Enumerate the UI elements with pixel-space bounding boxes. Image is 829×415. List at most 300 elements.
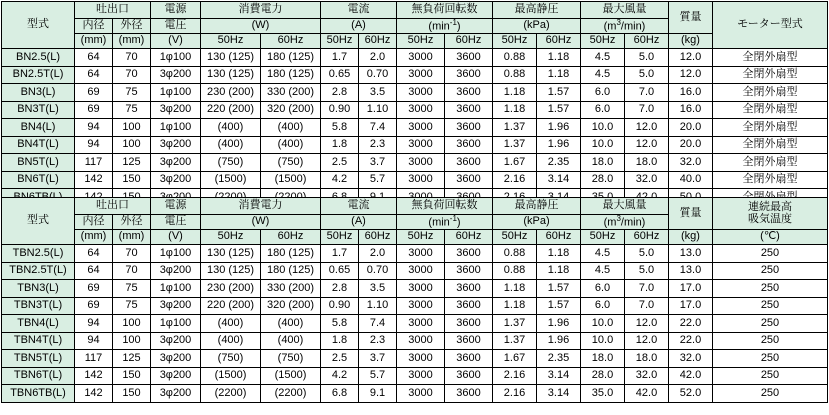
cell-outlet-inner-dia: 69 <box>75 101 113 119</box>
cont-temp-line2: 吸気温度 <box>748 212 792 225</box>
header2-consumption-60hz: 60Hz <box>261 230 321 245</box>
cell-rpm-60hz: 3600 <box>445 84 493 102</box>
cell-power-voltage: 3φ200 <box>151 367 201 385</box>
table-row <box>2 84 828 102</box>
header-outlet: 吐出口 <box>75 2 151 19</box>
table-row <box>2 245 828 263</box>
cell-current-50hz: 2.8 <box>321 84 359 102</box>
header2-static-50hz: 50Hz <box>493 230 537 245</box>
cell-motor-type: 全閉外扇型 <box>713 66 828 84</box>
header2-current <box>321 198 397 215</box>
cell-current-60hz: 7.4 <box>359 119 397 137</box>
header2-consumption <box>201 198 321 215</box>
cell-current-50hz: 4.2 <box>321 367 359 385</box>
header2-current-50hz: 50Hz <box>321 230 359 245</box>
header-consumption-unit: (W) <box>201 19 321 34</box>
row-model-label: TBN3T(L) <box>2 297 75 315</box>
cell-airflow-60hz: 5.0 <box>625 49 669 67</box>
cell-outlet-inner-dia: 69 <box>75 84 113 102</box>
tbn-series-table-wrapper <box>0 197 829 403</box>
cell-current-50hz: 5.8 <box>321 119 359 137</box>
cell-mass: 17.0 <box>669 297 713 315</box>
bn-series-rows <box>2 49 828 207</box>
cell-current-60hz: 3.5 <box>359 84 397 102</box>
cell-consumption-50hz: 130 (125) <box>201 262 261 280</box>
row-model-label: TBN5T(L) <box>2 350 75 368</box>
header2-inner-dia: 内径 <box>75 215 113 230</box>
header2-continuous-temp <box>713 198 828 230</box>
cell-power-voltage: 3φ200 <box>151 101 201 119</box>
table-row <box>2 262 828 280</box>
cell-motor-type: 全閉外扇型 <box>713 84 828 102</box>
cell-airflow-60hz: 12.0 <box>625 315 669 333</box>
cell-current-50hz: 1.8 <box>321 136 359 154</box>
header2-mass-unit: (kg) <box>669 230 713 245</box>
cell-static-60hz: 1.96 <box>537 332 581 350</box>
header-current-unit: (A) <box>321 19 397 34</box>
row-model-label: TBN2.5T(L) <box>2 262 75 280</box>
cell-continuous-intake-temp: 250 <box>713 332 828 350</box>
cell-consumption-50hz: (2200) <box>201 385 261 403</box>
cell-mass: 20.0 <box>669 136 713 154</box>
cell-motor-type: 全閉外扇型 <box>713 49 828 67</box>
cell-outlet-inner-dia: 94 <box>75 315 113 333</box>
cell-airflow-60hz: 5.0 <box>625 245 669 263</box>
header2-current-unit: (A) <box>321 215 397 230</box>
table-row <box>2 154 828 172</box>
cell-airflow-60hz: 18.0 <box>625 350 669 368</box>
cell-mass: 17.0 <box>669 280 713 298</box>
cell-consumption-50hz: (1500) <box>201 171 261 189</box>
header-power-voltage-line1: 電源 <box>151 2 201 19</box>
cell-rpm-60hz: 3600 <box>445 136 493 154</box>
cell-outlet-outer-dia: 150 <box>113 385 151 403</box>
cell-consumption-60hz: (400) <box>261 332 321 350</box>
cell-power-voltage: 1φ100 <box>151 315 201 333</box>
cell-consumption-50hz: 130 (125) <box>201 245 261 263</box>
cell-static-60hz: 1.57 <box>537 280 581 298</box>
cell-power-voltage: 3φ200 <box>151 350 201 368</box>
cell-airflow-60hz: 5.0 <box>625 262 669 280</box>
cell-airflow-50hz: 18.0 <box>581 350 625 368</box>
rpm2-unit-sup: -1 <box>449 214 457 223</box>
header2-voltage-unit: (V) <box>151 230 201 245</box>
cell-static-50hz: 0.88 <box>493 262 537 280</box>
header2-mass: 質量 <box>669 198 713 230</box>
cell-power-voltage: 1φ100 <box>151 49 201 67</box>
header-max-static-label: 最高静圧 <box>514 3 559 16</box>
cell-airflow-60hz: 32.0 <box>625 171 669 189</box>
tbn-series-table <box>1 197 828 403</box>
table-row <box>2 101 828 119</box>
airflow-unit-rest: /min) <box>620 20 646 33</box>
cell-static-50hz: 2.16 <box>493 367 537 385</box>
header-static-unit: (kPa) <box>493 19 581 34</box>
cell-current-60hz: 1.10 <box>359 297 397 315</box>
cell-airflow-60hz: 5.0 <box>625 66 669 84</box>
cell-mass: 22.0 <box>669 315 713 333</box>
cell-airflow-50hz: 18.0 <box>581 154 625 172</box>
cell-static-50hz: 1.18 <box>493 297 537 315</box>
airflow2-unit-open: (m <box>603 216 617 229</box>
cell-rpm-50hz: 3000 <box>397 315 445 333</box>
cell-consumption-50hz: 220 (200) <box>201 297 261 315</box>
cell-consumption-50hz: (400) <box>201 136 261 154</box>
cell-rpm-50hz: 3000 <box>397 101 445 119</box>
row-model-label: TBN3(L) <box>2 280 75 298</box>
cell-static-60hz: 1.96 <box>537 136 581 154</box>
header-static-50hz: 50Hz <box>493 34 537 49</box>
cell-static-60hz: 2.35 <box>537 350 581 368</box>
cell-static-60hz: 1.57 <box>537 84 581 102</box>
cell-rpm-60hz: 3600 <box>445 101 493 119</box>
header-consumption-label: 消費電力 <box>238 3 283 16</box>
table-row <box>2 332 828 350</box>
cell-power-voltage: 1φ100 <box>151 280 201 298</box>
tbn-series-rows <box>2 245 828 403</box>
cell-consumption-60hz: 330 (200) <box>261 84 321 102</box>
airflow-unit-open: (m <box>603 20 617 33</box>
table-row <box>2 297 828 315</box>
rpm2-unit-open: (min <box>428 216 450 229</box>
cell-static-50hz: 0.88 <box>493 66 537 84</box>
header2-temp-unit: (℃) <box>713 230 828 245</box>
cell-static-60hz: 1.18 <box>537 66 581 84</box>
header-outer-dia-unit: (mm) <box>113 34 151 49</box>
header2-noload-rpm-label: 無負荷回転数 <box>411 199 478 212</box>
cell-airflow-60hz: 7.0 <box>625 297 669 315</box>
header2-consumption-unit: (W) <box>201 215 321 230</box>
cell-static-50hz: 0.88 <box>493 245 537 263</box>
cell-static-60hz: 3.14 <box>537 385 581 403</box>
header-rpm-50hz: 50Hz <box>397 34 445 49</box>
row-model-label: BN3(L) <box>2 84 75 102</box>
cell-outlet-outer-dia: 75 <box>113 280 151 298</box>
cell-airflow-50hz: 6.0 <box>581 280 625 298</box>
header-model: 型式 <box>2 2 75 49</box>
cell-airflow-60hz: 12.0 <box>625 119 669 137</box>
cell-motor-type: 全閉外扇型 <box>713 154 828 172</box>
cell-airflow-50hz: 4.5 <box>581 66 625 84</box>
cell-mass: 40.0 <box>669 171 713 189</box>
cell-rpm-50hz: 3000 <box>397 171 445 189</box>
cell-current-60hz: 7.4 <box>359 315 397 333</box>
header2-airflow-50hz: 50Hz <box>581 230 625 245</box>
cell-current-50hz: 1.7 <box>321 49 359 67</box>
cell-rpm-50hz: 3000 <box>397 84 445 102</box>
cell-mass: 12.0 <box>669 66 713 84</box>
header2-noload-rpm <box>397 198 493 215</box>
cell-rpm-60hz: 3600 <box>445 280 493 298</box>
cell-static-50hz: 1.18 <box>493 84 537 102</box>
header-rpm-unit <box>397 19 493 34</box>
header2-current-label: 電流 <box>347 199 370 212</box>
cell-rpm-60hz: 3600 <box>445 367 493 385</box>
cell-consumption-50hz: 130 (125) <box>201 49 261 67</box>
bn-series-table-wrapper <box>0 1 829 207</box>
header-max-airflow <box>581 2 669 19</box>
cell-outlet-outer-dia: 70 <box>113 262 151 280</box>
cell-airflow-50hz: 4.5 <box>581 262 625 280</box>
cell-consumption-60hz: (2200) <box>261 385 321 403</box>
cell-outlet-inner-dia: 94 <box>75 136 113 154</box>
header2-static-60hz: 60Hz <box>537 230 581 245</box>
cell-continuous-intake-temp: 250 <box>713 367 828 385</box>
header-current-60hz: 60Hz <box>359 34 397 49</box>
cell-current-50hz: 0.90 <box>321 101 359 119</box>
cell-consumption-60hz: (750) <box>261 350 321 368</box>
cell-mass: 42.0 <box>669 367 713 385</box>
cell-continuous-intake-temp: 250 <box>713 350 828 368</box>
cell-consumption-60hz: 320 (200) <box>261 101 321 119</box>
cell-current-50hz: 0.65 <box>321 66 359 84</box>
header-mass: 質量 <box>669 2 713 34</box>
cell-static-50hz: 1.67 <box>493 350 537 368</box>
cell-outlet-outer-dia: 125 <box>113 350 151 368</box>
cell-current-60hz: 2.0 <box>359 49 397 67</box>
header2-max-airflow-label: 最大風量 <box>602 199 647 212</box>
cell-airflow-50hz: 4.5 <box>581 49 625 67</box>
table-row <box>2 367 828 385</box>
header-mass-unit: (kg) <box>669 34 713 49</box>
cell-outlet-inner-dia: 94 <box>75 119 113 137</box>
header2-rpm-60hz: 60Hz <box>445 230 493 245</box>
header-current-label: 電流 <box>347 3 370 16</box>
cell-static-60hz: 1.18 <box>537 262 581 280</box>
cell-airflow-50hz: 6.0 <box>581 101 625 119</box>
row-model-label: BN4(L) <box>2 119 75 137</box>
cell-consumption-50hz: (750) <box>201 350 261 368</box>
cell-power-voltage: 1φ100 <box>151 245 201 263</box>
header-current-50hz: 50Hz <box>321 34 359 49</box>
cell-motor-type: 全閉外扇型 <box>713 171 828 189</box>
table-row <box>2 136 828 154</box>
cell-outlet-inner-dia: 117 <box>75 350 113 368</box>
header2-model: 型式 <box>2 198 75 245</box>
cell-power-voltage: 3φ200 <box>151 171 201 189</box>
cell-static-50hz: 2.16 <box>493 385 537 403</box>
header2-airflow-60hz: 60Hz <box>625 230 669 245</box>
header-noload-rpm-label: 無負荷回転数 <box>411 3 478 16</box>
cell-consumption-50hz: 130 (125) <box>201 66 261 84</box>
cell-current-50hz: 2.5 <box>321 350 359 368</box>
header-current <box>321 2 397 19</box>
cell-static-50hz: 0.88 <box>493 49 537 67</box>
cell-current-60hz: 0.70 <box>359 262 397 280</box>
cell-current-60hz: 1.10 <box>359 101 397 119</box>
cell-rpm-60hz: 3600 <box>445 171 493 189</box>
header-consumption-60hz: 60Hz <box>261 34 321 49</box>
header2-outer-dia: 外径 <box>113 215 151 230</box>
cell-continuous-intake-temp: 250 <box>713 262 828 280</box>
header2-outer-dia-unit: (mm) <box>113 230 151 245</box>
rpm-unit-open: (min <box>428 20 450 33</box>
cell-rpm-60hz: 3600 <box>445 119 493 137</box>
cell-consumption-60hz: 320 (200) <box>261 297 321 315</box>
header-consumption-50hz: 50Hz <box>201 34 261 49</box>
cell-consumption-50hz: (400) <box>201 315 261 333</box>
cell-consumption-60hz: 180 (125) <box>261 49 321 67</box>
cell-motor-type: 全閉外扇型 <box>713 136 828 154</box>
cell-consumption-60hz: (1500) <box>261 171 321 189</box>
cell-rpm-50hz: 3000 <box>397 154 445 172</box>
cell-current-60hz: 3.5 <box>359 280 397 298</box>
header-airflow-50hz: 50Hz <box>581 34 625 49</box>
cell-outlet-outer-dia: 75 <box>113 297 151 315</box>
row-model-label: TBN4T(L) <box>2 332 75 350</box>
cell-outlet-inner-dia: 64 <box>75 49 113 67</box>
cell-consumption-50hz: 230 (200) <box>201 84 261 102</box>
cell-consumption-60hz: 330 (200) <box>261 280 321 298</box>
cell-power-voltage: 1φ100 <box>151 119 201 137</box>
header2-max-airflow <box>581 198 669 215</box>
cell-static-50hz: 1.37 <box>493 332 537 350</box>
header-noload-rpm <box>397 2 493 19</box>
cell-mass: 22.0 <box>669 332 713 350</box>
cell-rpm-50hz: 3000 <box>397 332 445 350</box>
cell-rpm-50hz: 3000 <box>397 49 445 67</box>
cell-current-50hz: 5.8 <box>321 315 359 333</box>
row-model-label: TBN6T(L) <box>2 367 75 385</box>
cell-continuous-intake-temp: 250 <box>713 297 828 315</box>
table-row <box>2 280 828 298</box>
cell-outlet-outer-dia: 70 <box>113 49 151 67</box>
rpm-unit-close: ) <box>456 20 461 33</box>
cell-airflow-60hz: 7.0 <box>625 84 669 102</box>
bn-series-table <box>1 1 828 207</box>
cell-airflow-50hz: 10.0 <box>581 119 625 137</box>
cell-consumption-60hz: (1500) <box>261 367 321 385</box>
row-model-label: BN2.5T(L) <box>2 66 75 84</box>
cell-rpm-60hz: 3600 <box>445 154 493 172</box>
cell-static-60hz: 1.96 <box>537 119 581 137</box>
header2-outlet: 吐出口 <box>75 198 151 215</box>
cell-static-60hz: 2.35 <box>537 154 581 172</box>
cell-static-50hz: 1.37 <box>493 119 537 137</box>
cell-power-voltage: 3φ200 <box>151 66 201 84</box>
cell-rpm-50hz: 3000 <box>397 66 445 84</box>
cell-outlet-inner-dia: 117 <box>75 154 113 172</box>
cell-current-50hz: 6.8 <box>321 385 359 403</box>
cell-power-voltage: 3φ200 <box>151 297 201 315</box>
cell-static-50hz: 2.16 <box>493 171 537 189</box>
cell-outlet-inner-dia: 64 <box>75 245 113 263</box>
table-row <box>2 171 828 189</box>
cell-continuous-intake-temp: 250 <box>713 315 828 333</box>
cell-airflow-60hz: 12.0 <box>625 332 669 350</box>
cell-rpm-50hz: 3000 <box>397 245 445 263</box>
cell-current-60hz: 3.7 <box>359 350 397 368</box>
cell-outlet-outer-dia: 100 <box>113 119 151 137</box>
cell-consumption-60hz: (400) <box>261 136 321 154</box>
cell-current-60hz: 5.7 <box>359 367 397 385</box>
cell-consumption-50hz: (400) <box>201 332 261 350</box>
cell-static-60hz: 1.18 <box>537 245 581 263</box>
cell-airflow-50hz: 10.0 <box>581 136 625 154</box>
cell-airflow-60hz: 42.0 <box>625 385 669 403</box>
cell-outlet-inner-dia: 69 <box>75 280 113 298</box>
table-row <box>2 350 828 368</box>
cell-continuous-intake-temp: 250 <box>713 245 828 263</box>
cell-mass: 32.0 <box>669 350 713 368</box>
table-row <box>2 385 828 403</box>
cell-consumption-50hz: 220 (200) <box>201 101 261 119</box>
table-row <box>2 315 828 333</box>
cell-static-60hz: 1.18 <box>537 49 581 67</box>
cell-current-60hz: 2.3 <box>359 136 397 154</box>
cell-rpm-50hz: 3000 <box>397 280 445 298</box>
row-model-label: BN6T(L) <box>2 171 75 189</box>
row-model-label: BN3T(L) <box>2 101 75 119</box>
cell-static-60hz: 1.96 <box>537 315 581 333</box>
rpm-unit-sup: -1 <box>449 18 457 27</box>
row-model-label: TBN2.5(L) <box>2 245 75 263</box>
cell-static-50hz: 1.18 <box>493 280 537 298</box>
cell-airflow-60hz: 7.0 <box>625 101 669 119</box>
cell-rpm-50hz: 3000 <box>397 367 445 385</box>
cell-airflow-50hz: 4.5 <box>581 245 625 263</box>
cell-consumption-50hz: 230 (200) <box>201 280 261 298</box>
cell-consumption-60hz: 180 (125) <box>261 262 321 280</box>
cell-rpm-60hz: 3600 <box>445 262 493 280</box>
header2-power-voltage-line2: 電圧 <box>151 215 201 230</box>
header2-power-voltage-line1: 電源 <box>151 198 201 215</box>
cell-outlet-inner-dia: 142 <box>75 385 113 403</box>
cell-static-60hz: 1.57 <box>537 297 581 315</box>
cell-current-50hz: 0.90 <box>321 297 359 315</box>
header-airflow-60hz: 60Hz <box>625 34 669 49</box>
cell-airflow-50hz: 6.0 <box>581 297 625 315</box>
cell-rpm-60hz: 3600 <box>445 297 493 315</box>
cell-consumption-50hz: (750) <box>201 154 261 172</box>
header-consumption <box>201 2 321 19</box>
cell-airflow-50hz: 6.0 <box>581 84 625 102</box>
cell-outlet-inner-dia: 64 <box>75 66 113 84</box>
cell-airflow-60hz: 32.0 <box>625 367 669 385</box>
row-model-label: TBN4(L) <box>2 315 75 333</box>
header2-consumption-label: 消費電力 <box>238 199 283 212</box>
cell-power-voltage: 3φ200 <box>151 385 201 403</box>
header2-rpm-50hz: 50Hz <box>397 230 445 245</box>
cell-mass: 16.0 <box>669 101 713 119</box>
cell-power-voltage: 3φ200 <box>151 136 201 154</box>
cell-outlet-outer-dia: 100 <box>113 332 151 350</box>
cell-static-50hz: 1.67 <box>493 154 537 172</box>
cell-rpm-60hz: 3600 <box>445 49 493 67</box>
cell-mass: 13.0 <box>669 245 713 263</box>
cell-rpm-60hz: 3600 <box>445 245 493 263</box>
cell-outlet-inner-dia: 69 <box>75 297 113 315</box>
cell-rpm-50hz: 3000 <box>397 350 445 368</box>
cell-outlet-outer-dia: 100 <box>113 315 151 333</box>
cell-power-voltage: 3φ200 <box>151 154 201 172</box>
header2-airflow-unit <box>581 215 669 230</box>
cell-airflow-50hz: 35.0 <box>581 385 625 403</box>
cell-consumption-50hz: (400) <box>201 119 261 137</box>
cell-current-60hz: 2.3 <box>359 332 397 350</box>
cell-outlet-outer-dia: 70 <box>113 66 151 84</box>
cell-continuous-intake-temp: 250 <box>713 280 828 298</box>
cell-current-60hz: 2.0 <box>359 245 397 263</box>
cell-static-60hz: 3.14 <box>537 367 581 385</box>
header-voltage-unit: (V) <box>151 34 201 49</box>
cell-static-50hz: 1.37 <box>493 136 537 154</box>
header-inner-dia-unit: (mm) <box>75 34 113 49</box>
cell-current-60hz: 3.7 <box>359 154 397 172</box>
row-model-label: BN5T(L) <box>2 154 75 172</box>
header-motor-type: モーター型式 <box>713 2 828 49</box>
cell-power-voltage: 3φ200 <box>151 332 201 350</box>
